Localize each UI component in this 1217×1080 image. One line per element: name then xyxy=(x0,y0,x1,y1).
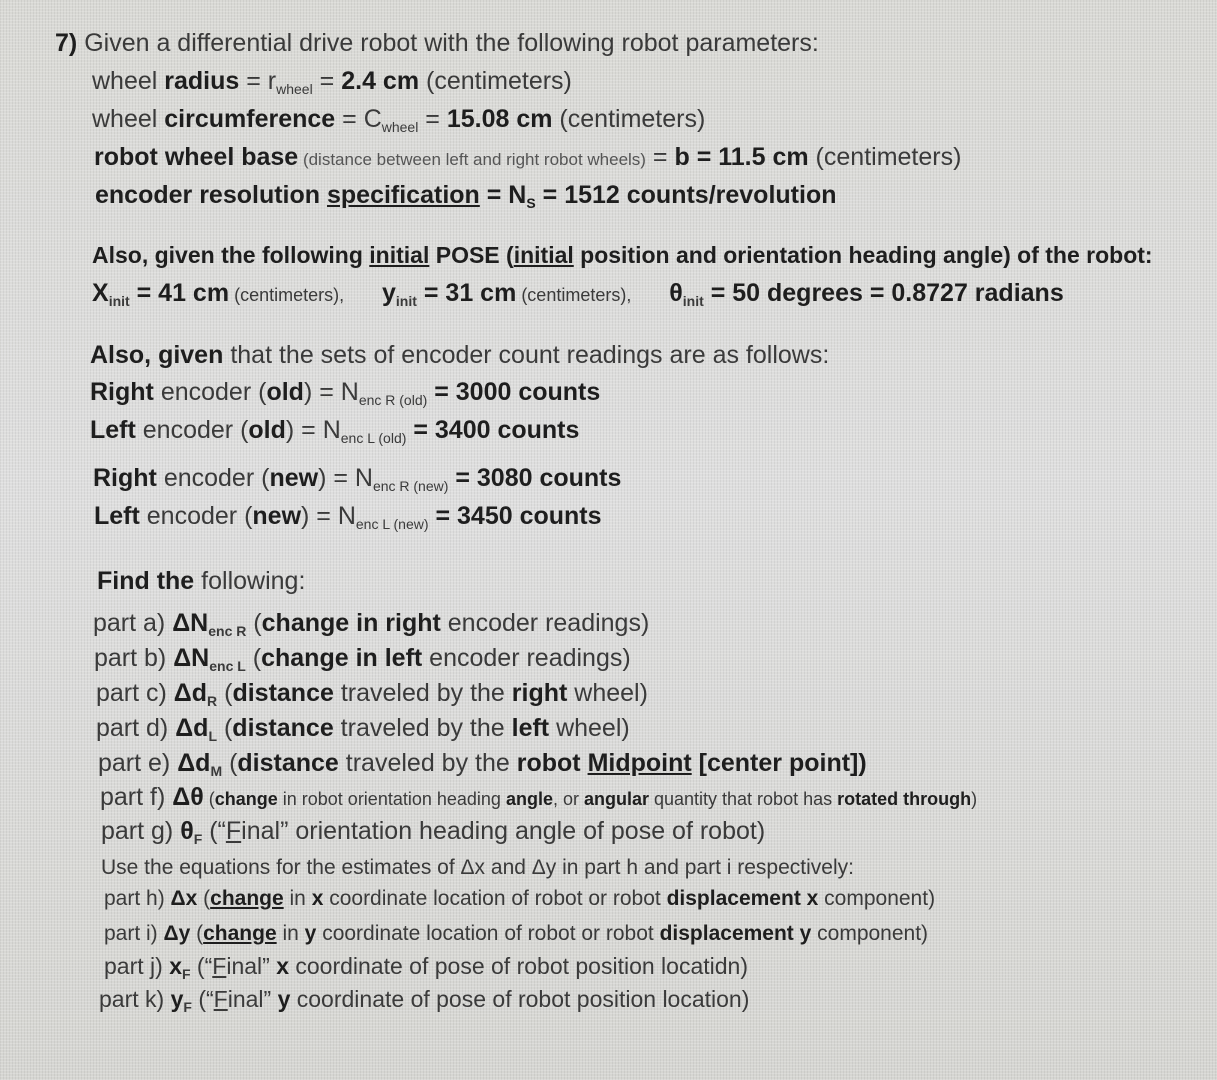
encoder-left-old: Left encoder $(old) = N_{enc L (old)} = 3400$ counts xyxy=(90,416,580,446)
part-k: part k) $y_F$ (“Final” y coordinate of pose of robot position location) xyxy=(99,986,750,1015)
part-i: part i) Δy (change in y coordinate location of robot or robot displacement y component) xyxy=(104,922,929,945)
part-a: part a) $\Delta N_{enc R}$ (change in right encoder readings) xyxy=(93,609,650,639)
param-wheelbase: robot wheel base (distance between left and right robot wheels) = b = 11.5 cm (centimeters) xyxy=(94,143,962,171)
find-heading: Find the following: xyxy=(97,567,306,595)
param-circumference: wheel circumference = $C_{wheel} = 15.08$ cm (centimeters) xyxy=(92,105,706,135)
problem-number: 7) xyxy=(55,29,78,57)
part-g: part g) $\theta_F$ (“Final” orientation heading angle of pose of robot) xyxy=(101,817,766,847)
part-h: part h) Δx (change in x coordinate location of robot or robot displacement x component) xyxy=(104,887,936,910)
encoder-right-new: Right encoder $(new) = N_{enc R (new)} = 3080$ counts xyxy=(93,464,622,494)
pose-values: $X_{init} = 41$ cm (centimeters), $y_{init} = 31$ cm (centimeters), $\theta_{init} = 50$ degrees = 0.8727 radians xyxy=(92,279,1064,309)
encoder-intro: Also, given that the sets of encoder count readings are as follows: xyxy=(90,341,830,369)
pose-intro: Also, given the following initial POSE (initial position and orientation heading angle) of the robot: xyxy=(92,242,1153,268)
param-encoder: encoder resolution specification = $N_S = 1512$ counts/revolution xyxy=(95,181,837,211)
problem-intro: Given a differential drive robot with the following robot parameters: xyxy=(84,29,819,57)
encoder-left-new: Left encoder $(new) = N_{enc L (new)} = 3450$ counts xyxy=(94,502,602,532)
part-e: part e) $\Delta d_M$ (distance traveled by the robot Midpoint [center point]) xyxy=(98,749,867,779)
param-radius: wheel radius = $r_{wheel} = 2.4$ cm (centimeters) xyxy=(92,67,572,97)
problem-title xyxy=(55,28,819,58)
encoder-right-old: Right encoder $(old) = N_{enc R (old)} = 3000$ counts xyxy=(90,378,601,408)
part-d: part d) $\Delta d_L$ (distance traveled by the left wheel) xyxy=(96,714,630,744)
part-j: part j) $x_F$ (“Final” x coordinate of pose of robot position locatidn) xyxy=(104,953,748,982)
part-f: part f) Δθ (change in robot orientation heading angle, or angular quantity that robot has rotated through) xyxy=(100,783,978,811)
part-c: part c) $\Delta d_R$ (distance traveled by the right wheel) xyxy=(96,679,648,709)
use-equations-note: Use the equations for the estimates of Δx and Δy in part h and part i respectively: xyxy=(101,856,854,879)
part-b: part b) $\Delta N_{enc L}$ (change in left encoder readings) xyxy=(94,644,631,674)
